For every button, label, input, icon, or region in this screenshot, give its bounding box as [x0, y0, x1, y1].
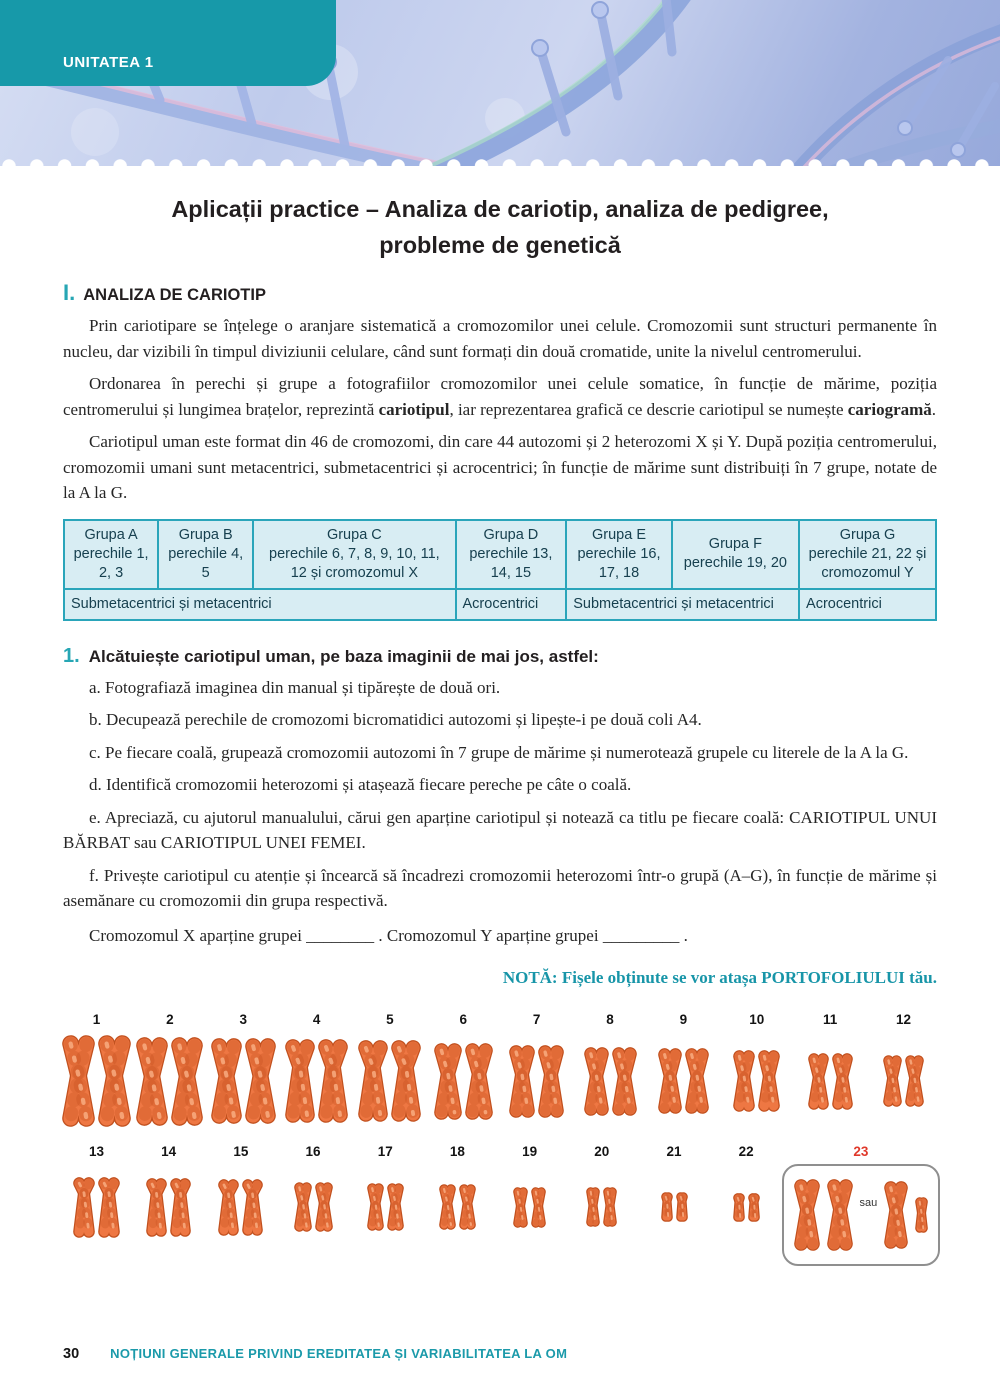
- exercise-items: [63, 675, 937, 914]
- chromosome-pair: [430, 1012, 497, 1130]
- pair-number: 10: [749, 1012, 765, 1027]
- chromosome-icon: [915, 1197, 928, 1233]
- groups-table-header-row: [64, 520, 936, 589]
- section-heading: [63, 280, 937, 306]
- unit-label: UNITATEA 1: [63, 54, 154, 71]
- pair-number: 6: [459, 1012, 468, 1027]
- chromosome-icon: [733, 1050, 755, 1112]
- chromosome-icon: [832, 1053, 853, 1110]
- group-header-cell: Grupa A perechile 1, 2, 3: [64, 520, 158, 589]
- group-header-cell: Grupa D perechile 13, 14, 15: [456, 520, 567, 589]
- chromosome-pair: [207, 1144, 274, 1250]
- page-number: 30: [63, 1346, 80, 1362]
- chromosome-icon: [459, 1184, 476, 1230]
- title-line-1: Aplicații practice – Analiza de cariotip, analiza de pedigree,: [171, 196, 829, 222]
- chromosome-icon: [98, 1035, 131, 1127]
- group-header-cell: Grupa G perechile 21, 22 și cromozomul Y: [799, 520, 936, 589]
- pair-number: 1: [92, 1012, 101, 1027]
- note-text: NOTĂ: Fișele obținute se vor atașa PORTOFOLIULUI tău.: [502, 968, 937, 987]
- chromosome-pair-icon: [513, 1164, 546, 1250]
- footer-title: NOȚIUNI GENERALE PRIVIND EREDITATEA ȘI VARIABILITATEA LA OM: [110, 1346, 568, 1361]
- chromosome-pair-icon: [294, 1164, 333, 1250]
- chromosome-icon: [98, 1177, 120, 1238]
- chromosome-icon: [513, 1187, 528, 1228]
- chromosome-icon: [538, 1045, 564, 1118]
- chromosome-pair-icon: [439, 1164, 476, 1250]
- group-header-cell: Grupa B perechile 4, 5: [158, 520, 253, 589]
- pair-number: 20: [594, 1144, 610, 1159]
- group-type-cell: Submetacentrici și metacentrici: [566, 589, 799, 620]
- chromosome-icon: [509, 1045, 535, 1118]
- perforation-dots: [2, 159, 1000, 173]
- chromosome-pair-icon: [358, 1032, 421, 1130]
- chromosome-icon: [748, 1193, 760, 1222]
- chromosome-icon: [146, 1178, 167, 1237]
- pair-number: 21: [666, 1144, 682, 1159]
- karyotype-row-1: [63, 1012, 937, 1130]
- chromosome-pair: [210, 1012, 277, 1130]
- sex-chromosome-pair: [785, 1144, 937, 1266]
- group-type-cell: Submetacentrici și metacentrici: [64, 589, 456, 620]
- exercise-item: f. Privește cariotipul cu atenție și încearcă să încadrezi cromozomii heterozomi într-o grupă (A–G), în funcție de mărime și asemănare cu cromozomii din grupa respectivă.: [63, 865, 937, 910]
- page-footer: [63, 1346, 567, 1362]
- chromosome-icon: [676, 1192, 688, 1222]
- chromosome-pair: [713, 1144, 780, 1250]
- title-line-2: probleme de genetică: [379, 232, 621, 258]
- chromosome-pair: [356, 1012, 423, 1130]
- chromosome-icon: [439, 1184, 456, 1230]
- chromosome-icon: [531, 1187, 546, 1228]
- chromosome-icon: [685, 1048, 709, 1114]
- chromosome-icon: [170, 1178, 191, 1237]
- chromosome-pair: [63, 1012, 130, 1130]
- exercise-item: e. Apreciază, cu ajutorul manualului, cărui gen aparține cariotipul și notează ca titlu pe fiecare coală: CARIOTIPUL UNUI BĂRBAT sau CARIOTIPUL UNEI FEMEI.: [63, 807, 937, 852]
- chromosome-icon: [171, 1037, 203, 1126]
- chromosome-icon: [658, 1048, 682, 1114]
- chromosome-icon: [285, 1039, 315, 1123]
- group-type-cell: Acrocentrici: [799, 589, 936, 620]
- pair-number: 17: [377, 1144, 393, 1159]
- pair-number: 22: [738, 1144, 754, 1159]
- chromosome-icon: [758, 1050, 780, 1112]
- pair-number: 8: [606, 1012, 614, 1027]
- section-title: ANALIZA DE CARIOTIP: [83, 286, 266, 304]
- pair-number: 16: [305, 1144, 321, 1159]
- pair-number: 2: [166, 1012, 174, 1027]
- exercise-item: b. Decupează perechile de cromozomi bicromatidici autozomi și lipește-i pe două coli A4.: [89, 710, 702, 729]
- chromosome-icon: [434, 1043, 462, 1120]
- chromosome-pair: [503, 1012, 570, 1130]
- chromosome-icon: [73, 1177, 95, 1238]
- pair-number: 3: [239, 1012, 247, 1027]
- sex-chromosome-box: [782, 1164, 941, 1266]
- chromosome-icon: [211, 1038, 242, 1124]
- chromosome-icon: [733, 1193, 745, 1222]
- intro-paragraphs: [63, 313, 937, 506]
- exercise-number: 1.: [63, 644, 80, 667]
- pair-number: 23: [853, 1144, 869, 1159]
- paragraph: Prin cariotipare se înțelege o aranjare sistematică a cromozomilor unei celule. Cromozomii sunt structuri permanente în nucleu, dar vizibili în timpul diviziunii celulare, când sunt formați din două cromatide, unite la nivelul centromerului.: [63, 316, 937, 361]
- or-label: sau: [859, 1197, 878, 1209]
- chromosome-pair: [870, 1012, 937, 1130]
- pair-number: 19: [522, 1144, 538, 1159]
- chromosome-pair-icon: [808, 1032, 853, 1130]
- chromosome-pair-icon: [73, 1164, 120, 1250]
- pair-number: 11: [822, 1012, 838, 1027]
- pair-number: 12: [895, 1012, 911, 1027]
- group-header-cell: Grupa E perechile 16, 17, 18: [566, 520, 672, 589]
- exercise-item: d. Identifică cromozomii heterozomi și atașează fiecare pereche pe câte o coală.: [89, 775, 632, 794]
- chromosome-pair-icon: [367, 1164, 404, 1250]
- unit-banner: [0, 0, 336, 86]
- chromosome-pair: [650, 1012, 717, 1130]
- pair-number: 7: [532, 1012, 541, 1027]
- chromosome-icon: [391, 1040, 421, 1122]
- chromosome-icon: [905, 1055, 924, 1107]
- chromosome-pair: [352, 1144, 419, 1250]
- pair-number: 13: [88, 1144, 105, 1159]
- chromosome-icon: [884, 1181, 908, 1249]
- karyotype-row-2: [63, 1144, 937, 1266]
- chromosome-pair: [577, 1012, 644, 1130]
- chromosome-icon: [218, 1179, 239, 1236]
- chromosome-icon: [367, 1183, 384, 1231]
- chromosome-icon: [315, 1182, 333, 1232]
- chromosome-pair-icon: [509, 1032, 564, 1130]
- chromosome-pair-icon: [62, 1032, 131, 1130]
- chromosome-icon: [62, 1035, 95, 1127]
- chromosome-pair-icon: [211, 1032, 276, 1130]
- chromosome-pair: [63, 1144, 130, 1250]
- section-numeral: I.: [63, 280, 76, 305]
- groups-table-type-row: [64, 589, 936, 620]
- page-content: [0, 191, 1000, 1266]
- chromosome-pair: [641, 1144, 708, 1250]
- chromosome-pair: [280, 1144, 347, 1250]
- pair-number: 18: [449, 1144, 465, 1159]
- chromosome-icon: [586, 1187, 600, 1227]
- chromosome-pair-icon: [218, 1164, 263, 1250]
- karyotype-figure: [63, 1012, 937, 1266]
- chromosome-pair: [136, 1012, 203, 1130]
- group-type-cell: Acrocentrici: [456, 589, 567, 620]
- chromosome-pair-icon: [586, 1164, 617, 1250]
- chromosome-pair-icon: [733, 1164, 760, 1250]
- chromosome-icon: [318, 1039, 348, 1123]
- chromosome-pair: [723, 1012, 790, 1130]
- chromosome-icon: [245, 1038, 276, 1124]
- chromosome-pair-icon: [434, 1032, 493, 1130]
- chromosome-icon: [808, 1053, 829, 1110]
- group-header-cell: Grupa F perechile 19, 20: [672, 520, 799, 589]
- chromosome-pair: [283, 1012, 350, 1130]
- chromosome-pair-icon: [584, 1032, 637, 1130]
- chromosome-icon: [584, 1047, 609, 1116]
- chromosome-pair: [568, 1144, 635, 1250]
- chromosome-icon: [883, 1055, 902, 1107]
- chromosome-pair: [797, 1012, 864, 1130]
- chromosome-pair-icon: [136, 1032, 203, 1130]
- exercise-item: c. Pe fiecare coală, grupează cromozomii autozomi în 7 grupe de mărime și numerotează grupele cu literele de la A la G.: [89, 742, 909, 762]
- chromosome-icon: [294, 1182, 312, 1232]
- chromosome-icon: [661, 1192, 673, 1222]
- chromosome-icon: [603, 1187, 617, 1227]
- chromosome-pair-icon: [146, 1164, 191, 1250]
- paragraph: Ordonarea în perechi și grupe a fotografiilor cromozomilor unei celule somatice, în funcție de mărime, poziția centromerului și lungimea brațelor, reprezintă cariotipul, iar reprezentarea grafică ce descrie cariotipul se numește cariogramă.: [63, 374, 937, 419]
- chromosome-pair: [424, 1144, 491, 1250]
- chromosome-pair-icon: [658, 1032, 709, 1130]
- chromosome-icon: [242, 1179, 263, 1236]
- chromosome-pair: [135, 1144, 202, 1250]
- pair-number: 14: [161, 1144, 177, 1159]
- chromosome-pair: [496, 1144, 563, 1250]
- exercise-heading: [63, 645, 937, 668]
- chromosome-icon: [827, 1179, 853, 1251]
- exercise-title: Alcătuiește cariotipul uman, pe baza imaginii de mai jos, astfel:: [88, 646, 599, 666]
- chromosome-icon: [358, 1040, 388, 1122]
- fill-in-line: Cromozomul X aparține grupei ________ . Cromozomul Y aparține grupei _________ .: [89, 925, 688, 945]
- chromosome-icon: [387, 1183, 404, 1231]
- exercise-item: a. Fotografiază imaginea din manual și tipărește de două ori.: [89, 677, 501, 697]
- group-header-cell: Grupa C perechile 6, 7, 8, 9, 10, 11, 12 și cromozomul X: [253, 520, 455, 589]
- paragraph: Cariotipul uman este format din 46 de cromozomi, din care 44 autozomi și 2 heterozomi X și Y. După poziția centromerului, cromozomii umani sunt metacentrici, submetacentrici și acrocentrici; în funcție de mărime sunt distribuiți în 7 grupe, notate de la A la G.: [63, 432, 937, 502]
- chromosome-icon: [794, 1179, 820, 1251]
- chromosome-icon: [612, 1047, 637, 1116]
- groups-table: [63, 519, 937, 621]
- pair-number: 4: [312, 1012, 321, 1027]
- chromosome-pair-icon: [661, 1164, 688, 1250]
- chromosome-icon: [465, 1043, 493, 1120]
- page-header: [0, 0, 1000, 166]
- pair-number: 9: [679, 1012, 688, 1027]
- page-title: [63, 191, 937, 263]
- pair-number: 5: [386, 1012, 394, 1027]
- pair-number: 15: [233, 1144, 249, 1159]
- chromosome-pair-icon: [883, 1032, 924, 1130]
- chromosome-pair-icon: [285, 1032, 348, 1130]
- chromosome-icon: [136, 1037, 168, 1126]
- chromosome-pair-icon: [733, 1032, 780, 1130]
